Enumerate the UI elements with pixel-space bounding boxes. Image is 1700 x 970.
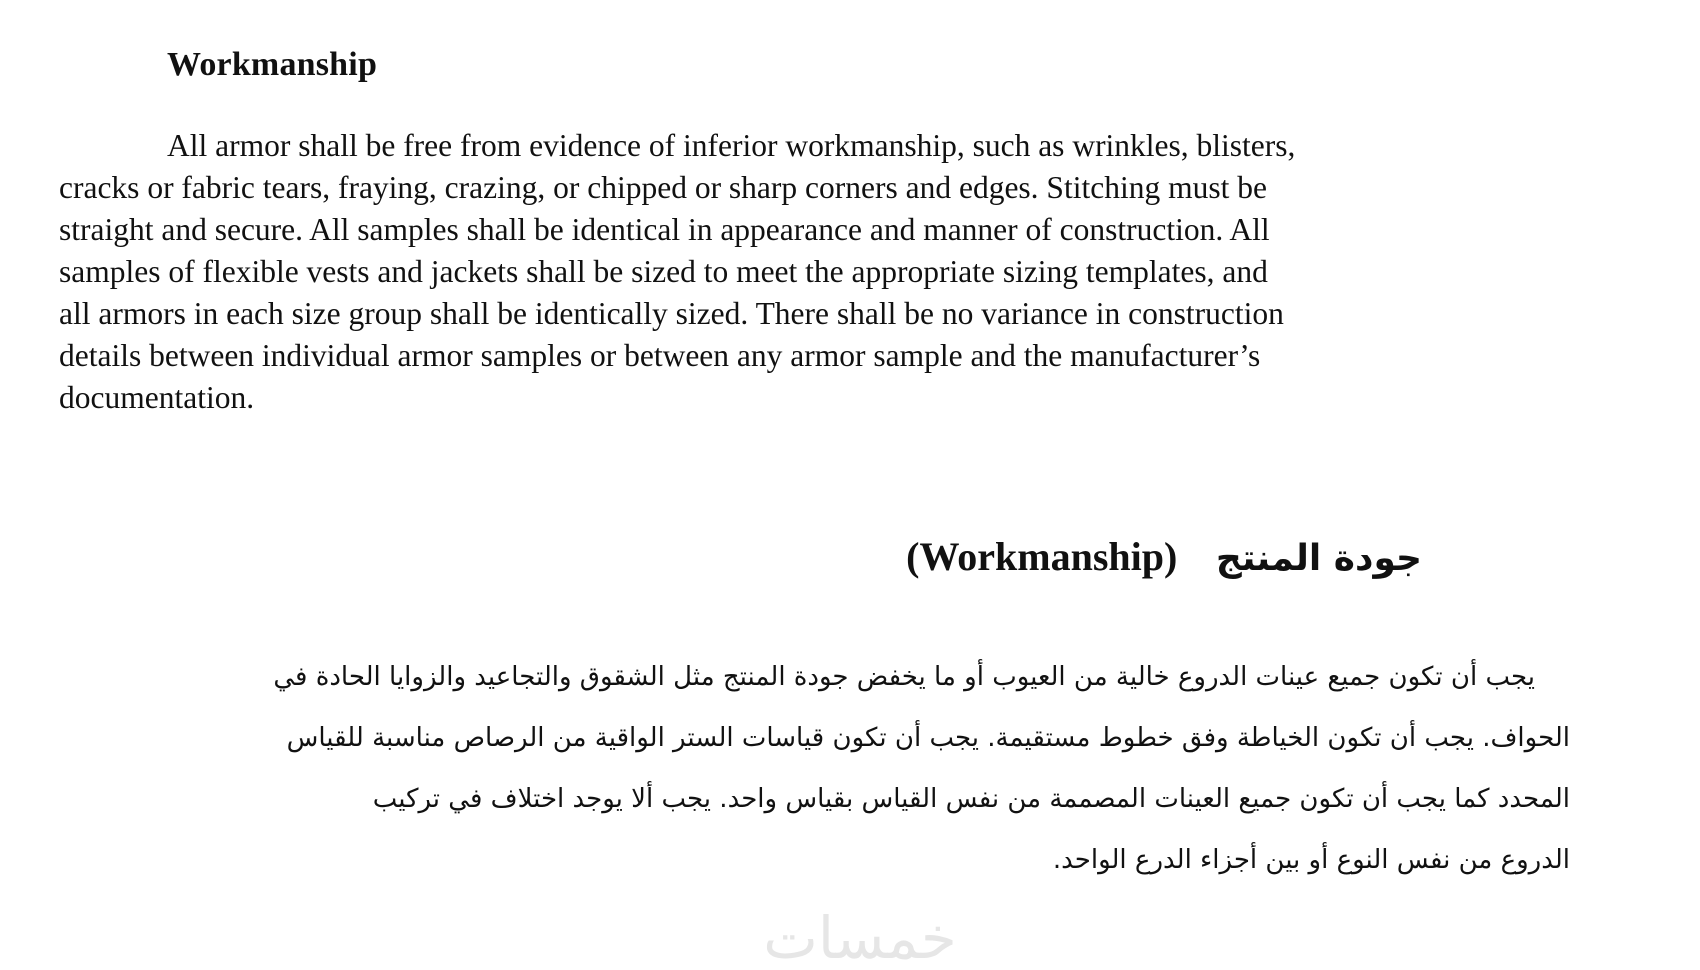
- english-line: all armors in each size group shall be identically sized. There shall be no variance in construction: [59, 296, 1284, 331]
- arabic-line: الحواف. يجب أن تكون الخياطة وفق خطوط مستقيمة. يجب أن تكون قياسات الستر الواقية من الرصاص مناسبة للقياس: [286, 723, 1570, 753]
- arabic-line: الدروع من نفس النوع أو بين أجزاء الدرع الواحد.: [1052, 845, 1570, 875]
- english-line: details between individual armor samples or between any armor sample and the manufacturer’s: [59, 338, 1261, 373]
- english-line: cracks or fabric tears, fraying, crazing, or chipped or sharp corners and edges. Stitching must be: [59, 170, 1267, 205]
- arabic-paragraph: [110, 647, 1570, 891]
- arabic-title-text: جودة المنتج: [1215, 538, 1422, 579]
- arabic-title-english-term: (Workmanship): [906, 534, 1178, 579]
- english-section-title: Workmanship: [167, 46, 378, 83]
- arabic-section-title: [906, 533, 1422, 580]
- english-line: samples of flexible vests and jackets shall be sized to meet the appropriate sizing templates, and: [59, 254, 1268, 289]
- watermark-logo: خمسات: [763, 908, 957, 968]
- english-paragraph: [59, 125, 1489, 419]
- english-line: straight and secure. All samples shall be identical in appearance and manner of construction. All: [59, 212, 1270, 247]
- arabic-line: يجب أن تكون جميع عينات الدروع خالية من العيوب أو ما يخفض جودة المنتج مثل الشقوق والتجاعيد والزوايا الحادة في: [273, 662, 1535, 692]
- english-line: All armor shall be free from evidence of inferior workmanship, such as wrinkles, blisters,: [167, 128, 1296, 163]
- arabic-line: المحدد كما يجب أن تكون جميع العينات المصممة من نفس القياس بقياس واحد. يجب ألا يوجد اختلاف في تركيب: [372, 784, 1570, 814]
- english-line: documentation.: [59, 380, 255, 415]
